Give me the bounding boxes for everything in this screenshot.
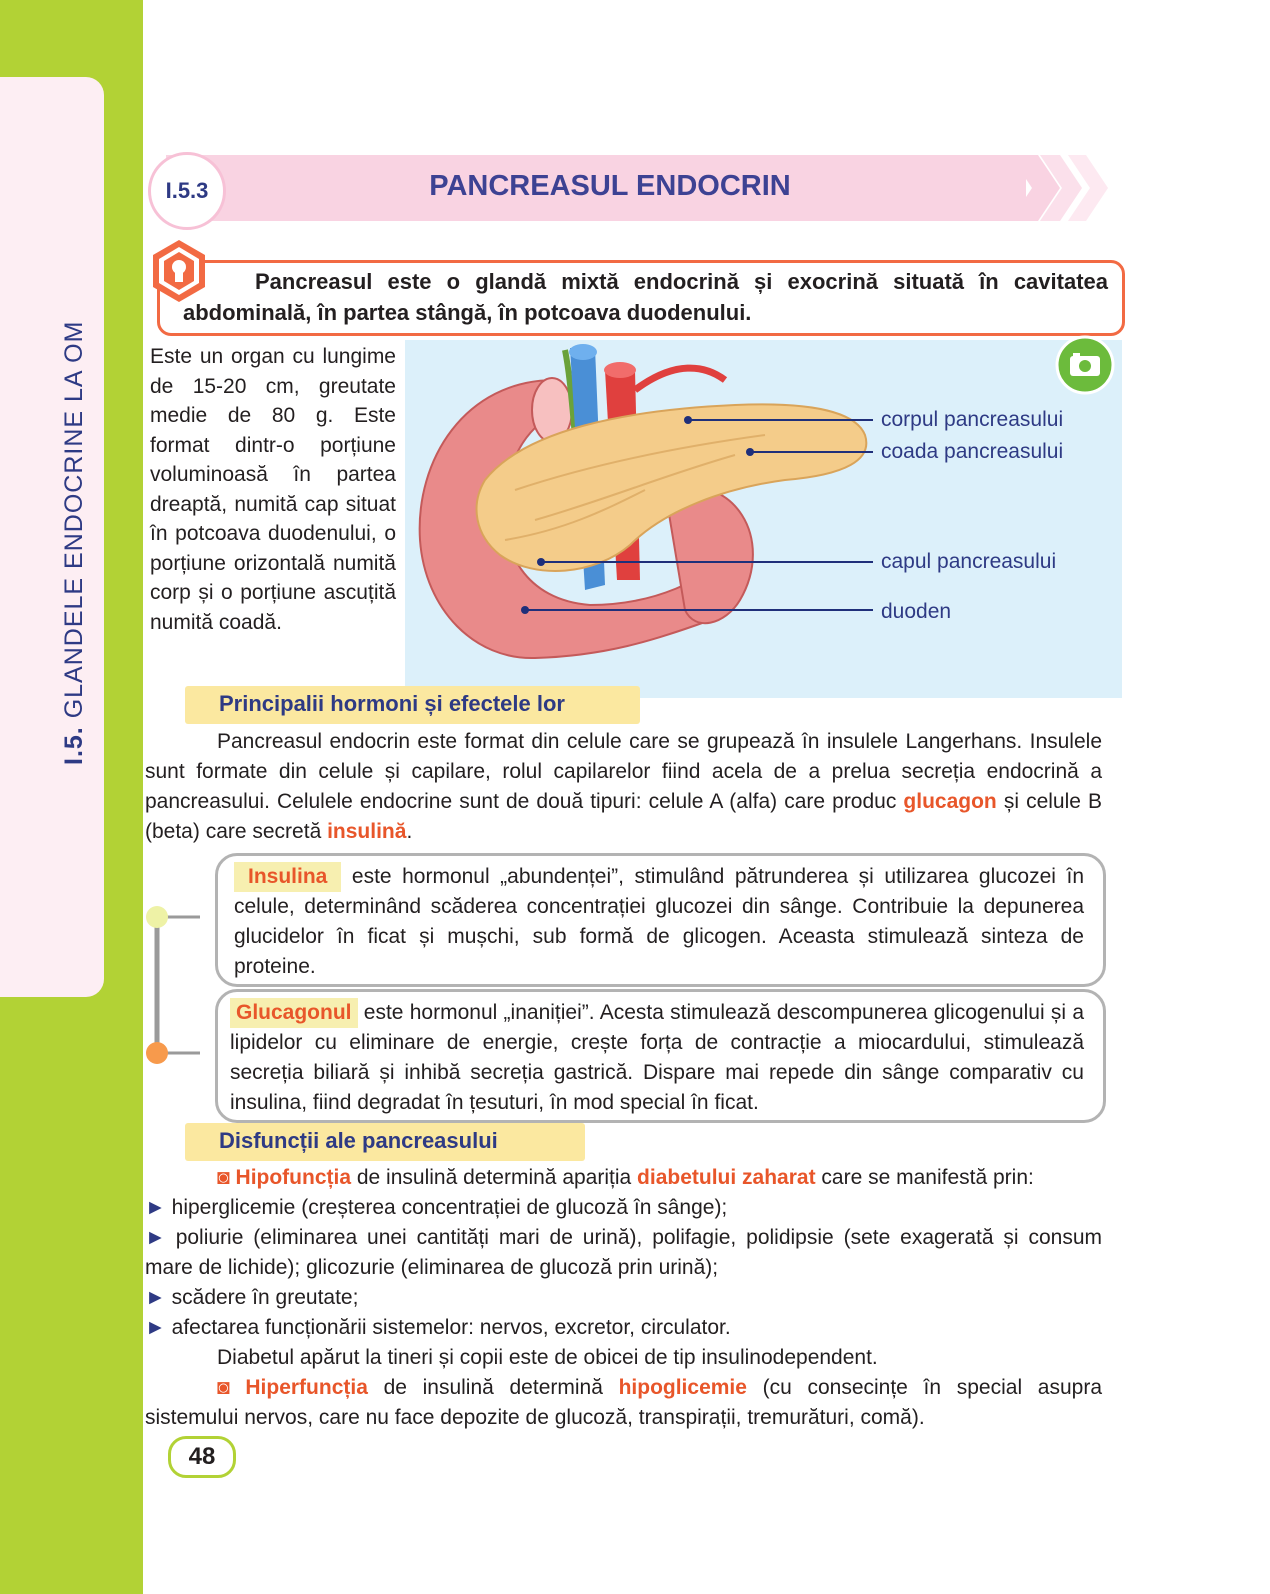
label-corpul: corpul pancreasului <box>881 408 1064 431</box>
triangle-bullet-icon: ► <box>145 1316 166 1339</box>
bullet-text: hiperglicemie (creșterea concentrației de glucoză în sânge); <box>171 1196 728 1219</box>
hyper-mid: de insulină determină <box>367 1376 619 1399</box>
section-number: I.5.3 <box>148 152 226 230</box>
triangle-bullet-icon: ► <box>145 1226 166 1249</box>
list-item <box>145 1193 1102 1223</box>
pancreas-illustration <box>405 340 1122 698</box>
intro-text-content: Pancreasul este o glandă mixtă endocrină și exocrină situată în cavitatea abdominală, în partea stângă, în potcoava duodenului. <box>183 269 1108 325</box>
hormones-text-a: Pancreasul endocrin este format din celule care se grupează în insulele Langerhans. Insulele sunt formate din celule și capilare, rolul capilarelor fiind acela de a prelua secreția endocrină a pancreasului. Celulele endocrine sunt de două tipuri: celule A (alfa) care produc <box>145 730 1102 813</box>
page-number: 48 <box>168 1436 236 1478</box>
term-hiperfunctia: Hiperfuncția <box>245 1376 368 1399</box>
hypofunction-line <box>145 1163 1102 1193</box>
hypo-mid: de insulină determină apariția <box>351 1166 638 1189</box>
term-diabet: diabetului zaharat <box>637 1166 816 1189</box>
insulin-tag: Insulina <box>234 862 341 892</box>
list-item <box>145 1313 1102 1343</box>
hormone-connector <box>140 895 220 1070</box>
hormones-paragraph <box>145 727 1102 847</box>
diabetes-note <box>145 1343 1102 1373</box>
list-item <box>145 1283 1102 1313</box>
diabetes-note-text: Diabetul apărut la tineri și copii este de obicei de tip insulinodependent. <box>217 1346 878 1369</box>
square-bullet-icon: ◙ <box>217 1166 230 1189</box>
label-duoden: duoden <box>881 600 952 623</box>
term-glucagon: glucagon <box>903 790 997 813</box>
bullet-text: scădere în greutate; <box>171 1286 359 1309</box>
keyhole-icon <box>149 238 209 304</box>
term-hipoglicemie: hipoglicemie <box>618 1376 747 1399</box>
dysfunction-content <box>145 1163 1102 1433</box>
label-capul: capul pancreasului <box>881 550 1057 573</box>
triangle-bullet-icon: ► <box>145 1196 166 1219</box>
section-title-dysfunction: Disfuncții ale pancreasului <box>219 1128 498 1153</box>
section-title-hormones: Principalii hormoni și efectele lor <box>219 691 565 716</box>
triangle-bullet-icon: ► <box>145 1286 166 1309</box>
camera-icon <box>1055 335 1115 395</box>
header-chevrons-icon <box>1010 155 1120 221</box>
insulin-text <box>234 862 1084 982</box>
chapter-title: GLANDELE ENDOCRINE LA OM <box>60 320 88 719</box>
term-hipofunctia: Hipofuncția <box>235 1166 352 1189</box>
hypo-end: care se manifestă prin: <box>815 1166 1034 1189</box>
bullet-text: poliurie (eliminarea unei cantități mari de urină), polifagie, polidipsie (sete exagerată și consum mare de lichide); glicozurie (eliminarea de glucoză prin urină); <box>145 1226 1102 1279</box>
chapter-number: I.5. <box>60 726 88 765</box>
hormones-text-b: și celule B (beta) care secretă <box>145 790 1103 843</box>
glucagon-description: este hormonul „inaniției”. Acesta stimulează descompunerea glicogenului și a lipidelor cu eliminare de energie, crește forța de contracție a miocardului, stimulează secreția biliară și inhibă secreția gastrică. Dispare mai repede din sânge comparativ cu insulina, fiind degradat în țesuturi, în mod special în ficat. <box>230 1001 1084 1114</box>
organ-description: Este un organ cu lungime de 15-20 cm, greutate medie de 80 g. Este format dintr-o porțiune voluminoasă în partea dreaptă, numită cap situat în potcoava duodenului, o porțiune orizontală numită corp și o porțiune ascuțită numită coadă. <box>150 345 396 634</box>
chapter-label <box>60 321 89 765</box>
hyperfunction-line <box>145 1373 1102 1433</box>
square-bullet-icon: ◙ <box>217 1376 230 1399</box>
list-item <box>145 1223 1102 1283</box>
term-insulina: insulină <box>327 820 407 843</box>
glucagon-text <box>230 998 1084 1118</box>
intro-text <box>183 266 1108 328</box>
hyper-end: (cu consecințe în special asupra sistemului nervos, care nu face depozite de glucoză, transpirații, tremurături, comă). <box>145 1376 1102 1429</box>
bullet-text: afectarea funcționării sistemelor: nervos, excretor, circulator. <box>171 1316 731 1339</box>
page-title: PANCREASUL ENDOCRIN <box>429 170 791 202</box>
label-coada: coada pancreasului <box>881 440 1064 463</box>
hormones-text-c: . <box>406 820 413 843</box>
glucagon-tag: Glucagonul <box>230 998 358 1028</box>
insulin-description: este hormonul „abundenței”, stimulând pătrunderea și utilizarea glucozei în celule, determinând scăderea concentrației glucozei din sânge. Contribuie la depunerea glucidelor în ficat și mușchi, sub formă de glicogen. Aceasta stimulează sinteza de proteine. <box>234 865 1084 978</box>
